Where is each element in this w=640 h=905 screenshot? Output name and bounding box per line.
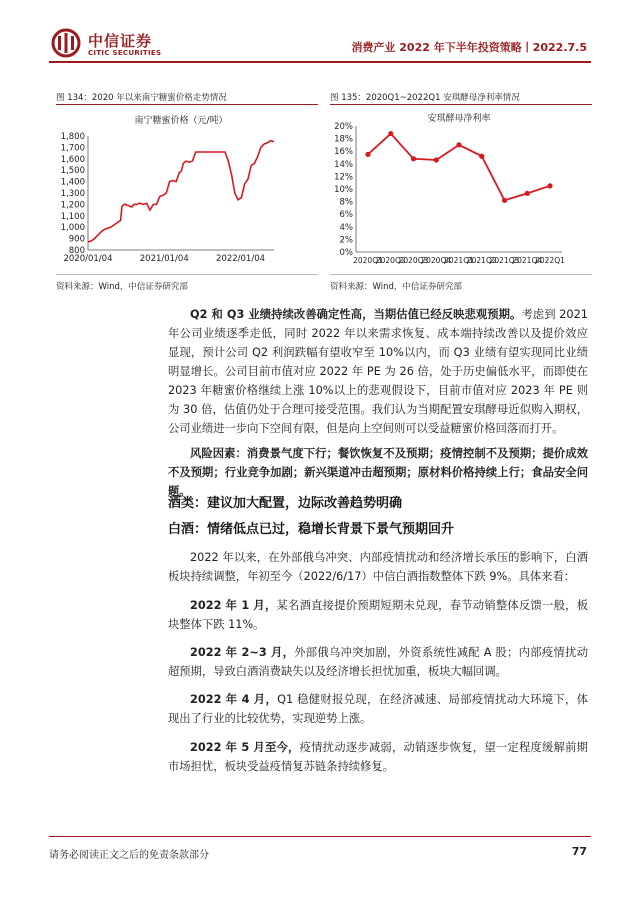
paragraph-valuation: [168, 305, 588, 438]
y-tick-label: 1,600: [60, 154, 85, 165]
y-tick-label: 800: [68, 246, 85, 256]
citic-logo-icon: [49, 28, 83, 58]
data-point: [547, 183, 552, 188]
sugar-molasses-price-chart: [56, 110, 318, 272]
paragraph-may: [168, 738, 588, 776]
x-tick-label: 2021/01/04: [139, 254, 189, 264]
report-title: 消费产业 2022 年下半年投资策略丨2022.7.5: [351, 41, 587, 54]
paragraph-apr: [168, 690, 588, 728]
paragraph-baijiu-intro: 2022 年以来，在外部俄乌冲突、内部疫情扰动和经济增长承压的影响下，白酒板块持续调整，年初至今（2022/6/17）中信白酒指数整体下跌 9%。具体来看：: [168, 551, 588, 583]
angel-yeast-net-margin-chart: [330, 110, 592, 272]
paragraph-apr-lead: 2022 年 4 月，: [190, 693, 278, 706]
x-tick-label: 2021Q4: [512, 256, 543, 265]
footer-divider: [49, 836, 591, 837]
x-tick-label: 2020Q1: [353, 256, 383, 265]
y-tick-label: 1,700: [60, 143, 85, 154]
page-number: 77: [571, 845, 587, 858]
source-rule-left: [56, 274, 318, 275]
paragraph-jan: [168, 596, 588, 634]
y-tick-label: 20%: [334, 122, 353, 132]
y-tick-label: 1,100: [60, 211, 85, 222]
section-heading-wine: 酒类：建议加大配置，边际改善趋势明确: [168, 496, 403, 511]
y-tick-label: 1,300: [60, 189, 85, 199]
y-tick-label: 2%: [339, 235, 353, 246]
y-tick-label: 0%: [339, 248, 353, 258]
price-series-line: [88, 141, 274, 242]
y-tick-label: 14%: [334, 159, 353, 170]
paragraph-valuation-lead: Q2 和 Q3 业绩持续改善确定性高，当期估值已经反映悲观预期。: [190, 308, 522, 321]
data-point: [479, 154, 484, 159]
data-point: [502, 198, 507, 203]
source-rule-right: [330, 274, 592, 275]
y-tick-label: 6%: [339, 210, 353, 221]
logo-subtext: CITIC SECURITIES: [88, 49, 162, 57]
figure-134-caption: 图 134：2020 年以来南宁糖蜜价格走势情况: [56, 93, 227, 103]
figure-135-source: 资料来源：Wind，中信证券研究部: [330, 282, 462, 292]
chart-title: 安琪酵母净利率: [427, 114, 491, 124]
y-tick-label: 1,400: [60, 177, 85, 188]
x-tick-label: 2021Q2: [466, 256, 497, 265]
x-tick-label: 2020Q3: [398, 256, 429, 265]
section-heading-baijiu: 白酒：情绪低点已过，稳增长背景下景气预期回升: [168, 522, 455, 537]
paragraph-feb-mar-lead: 2022 年 2~3 月，: [190, 646, 295, 659]
figure-135-caption: 图 135：2020Q1~2022Q1 安琪酵母净利率情况: [330, 93, 520, 103]
footer-disclaimer: 请务必阅读正文之后的免责条款部分: [49, 850, 209, 861]
y-tick-label: 10%: [334, 185, 353, 195]
y-tick-label: 1,000: [60, 223, 85, 234]
data-point: [434, 157, 439, 162]
logo-text: 中信证券: [88, 32, 153, 50]
y-tick-label: 900: [68, 234, 85, 245]
risk-factors: 风险因素：消费景气度下行；餐饮恢复不及预期；疫情控制不及预期；提价成效不及预期；行业竞争加剧；新兴渠道冲击超预期；原材料价格持续上行；食品安全问题。: [168, 447, 588, 498]
data-point: [388, 131, 393, 136]
y-tick-label: 1,500: [60, 166, 85, 177]
data-point: [525, 191, 530, 196]
y-tick-label: 16%: [334, 147, 353, 158]
y-tick-label: 4%: [339, 222, 353, 233]
x-tick-label: 2021Q3: [489, 256, 520, 265]
x-tick-label: 2022Q1: [535, 256, 565, 265]
header-divider: [49, 61, 591, 63]
paragraph-jan-text: 某名酒直接提价预期短期未兑现，春节动销整体反馈一般，板块整体下跌 11%。: [168, 599, 588, 631]
figure-135-rule: [330, 104, 592, 105]
y-tick-label: 12%: [334, 172, 353, 183]
y-tick-label: 1,200: [60, 200, 85, 211]
data-point: [365, 152, 370, 157]
paragraph-may-text: 疫情扰动逐步减弱，动销逐步恢复，望一定程度缓解前期市场担忧，板块受益疫情复苏链条持续修复。: [168, 741, 588, 773]
paragraph-jan-lead: 2022 年 1 月，: [190, 599, 277, 612]
paragraph-may-lead: 2022 年 5 月至今，: [190, 741, 300, 754]
figure-134-rule: [56, 104, 318, 105]
y-tick-label: 8%: [339, 197, 353, 208]
x-tick-label: 2020/01/04: [63, 254, 113, 264]
x-tick-label: 2020Q4: [421, 256, 452, 265]
chart-title: 南宁糖蜜价格（元/吨）: [134, 116, 228, 126]
paragraph-feb-mar-text: 外部俄乌冲突加剧，外资系统性减配 A 股；内部疫情扰动超预期，导致白酒消费缺失以及经济增长担忧加重，板块大幅回调。: [168, 646, 588, 678]
data-point: [411, 156, 416, 161]
paragraph-valuation-text: 考虑到 2021 年公司业绩逐季走低，同时 2022 年以来需求恢复、成本端持续改善以及提价效应显现，预计公司 Q2 利润跌幅有望收窄至 10%以内，而 Q3 业绩有望实现同比业绩明显增长。公司目前市值对应 2022 年 PE 为 26 倍，处于历史偏低水平，而即使在 2023 年糖蜜价格继续上涨 10%以上的悲观假设下，目前市值对应 2023 年 PE 则为 30 倍，估值仍处于合理可接受范围。我们认为当期配置安琪酵母近似购入期权，公司业绩进一步向下空间有限，但是向上空间则可以受益糖蜜价格回落而打开。: [168, 308, 588, 435]
x-tick-label: 2022/01/04: [216, 254, 266, 264]
y-tick-label: 18%: [334, 134, 353, 145]
paragraph-apr-text: Q1 稳健财报兑现，在经济减速、局部疫情扰动大环境下，体现出了行业的比较优势，实现逆势上涨。: [168, 693, 588, 725]
x-tick-label: 2020Q2: [375, 256, 406, 265]
x-tick-label: 2021Q1: [444, 256, 474, 265]
data-point: [456, 142, 461, 147]
figure-134-source: 资料来源：Wind，中信证券研究部: [56, 282, 188, 292]
paragraph-feb-mar: [168, 643, 588, 681]
y-tick-label: 1,800: [60, 132, 85, 142]
